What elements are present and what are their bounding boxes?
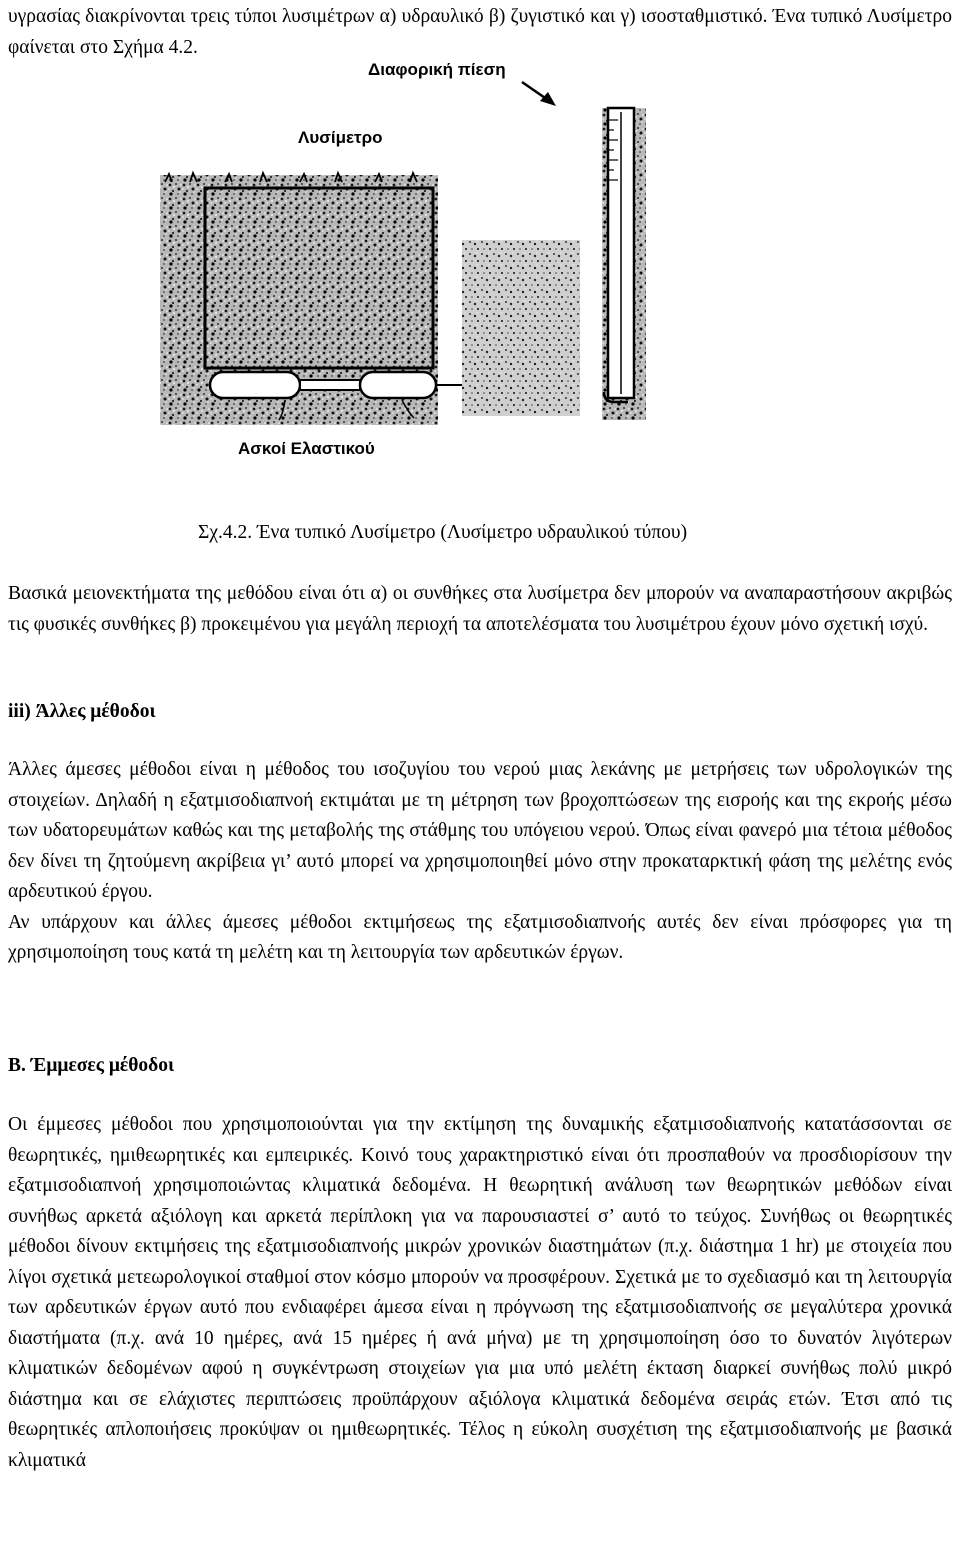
pressure-arrow-head [540, 92, 556, 106]
lysimeter-container [205, 188, 433, 368]
disadvantages-text: Βασικά μειονεκτήματα της μεθόδου είναι ότι α) οι συνθήκες στα λυσίμετρα δεν μπορούν να αναπαραστήσουν ακριβώς τις φυσικές συνθήκες β) προκειμένου για μεγάλη περιοχή τα αποτελέσματα του λυσιμέτρου έχουν μόνο σχετική ισχύ. [8, 583, 952, 635]
heading-other-methods: iii) Άλλες μέθοδοι [8, 701, 156, 722]
label-lysimeter: Λυσίμετρο [298, 128, 383, 147]
indirect-methods-body [8, 1110, 952, 1476]
bag-connector [300, 380, 360, 390]
elastic-bag-right [360, 372, 436, 398]
other-methods-para-2: Αν υπάρχουν και άλλες άμεσες μέθοδοι εκτιμήσεως της εξατμισοδιαπνοής αυτές δεν είναι πρόσφορες για τη χρησιμοποίηση τους κατά τη μελέτη και τη λειτουργία των αρδευτικών έργων. [8, 911, 952, 963]
indirect-methods-para: Οι έμμεσες μέθοδοι που χρησιμοποιούνται για την εκτίμηση της δυναμικής εξατμισοδιαπνοής κατατάσσονται σε θεωρητικές, ημιθεωρητικές και εμπειρικές. Κοινό τους χαρακτηριστικό είναι ότι προσπαθούν να προσδιορίσουν την εξατμισοδιαπνοή χρησιμοποιώντας κλιματικά δεδομένα. Η θεωρητική ανάλυση των θεωρητικών μεθόδων είναι συνήθως αρκετά αξιόλογη και αρκετά περίπλοκη για να παρουσιαστεί σ’ αυτό το τεύχος. Συνήθως οι θεωρητικές μέθοδοι δίνουν εκτιμήσεις της εξατμισοδιαπνοής μικρών χρονικών διαστημάτων (π.χ. διάστημα 1 hr) με στοιχεία που λίγοι σχετικά μετεωρολογικοί σταθμοί στον κόσμο μπορούν να προσφέρουν. Σχετικά με το σχεδιασμό και τη λειτουργία των αρδευτικών έργων αυτό που ενδιαφέρει άμεσα είναι η πρόγνωση της εξατμισοδιαπνοής σε μεγαλύτερα χρονικά διαστήματα (π.χ. ανά 10 ημέρες, ανά 15 ημέρες ή ανά μήνα) με τη χρησιμοποίηση όσο το δυνατόν λιγότερων κλιματικών δεδομένων αφού η συγκέντρωση στοιχείων για μια υπό μελέτη έκταση διαρκεί συνήθως πολύ μικρό διάστημα και σε ελάχιστες περιπτώσεις προϋπάρχουν αξιόλογα κλιματικά δεδομένα σειράς ετών. Έτσι από τις θεωρητικές απλοποιήσεις προκύψαν οι ημιθεωρητικές. Τέλος η εύκολη συσχέτιση της εξατμισοδιαπνοής με βασικά κλιματικά [8, 1114, 952, 1471]
other-methods-body [8, 755, 952, 969]
soil-right [462, 240, 580, 416]
label-elastic-bags: Ασκοί Ελαστικού [238, 439, 375, 458]
label-differential-pressure: Διαφορική πίεση [368, 60, 506, 79]
figure-caption: Σχ.4.2. Ένα τυπικό Λυσίμετρο (Λυσίμετρο υδραυλικού τύπου) [198, 522, 688, 543]
disadvantages-paragraph [8, 579, 952, 640]
intro-text: υγρασίας διακρίνονται τρεις τύποι λυσιμέτρων α) υδραυλικό β) ζυγιστικό και γ) ισοσταθμιστικό. Ένα τυπικό Λυσίμετρο φαίνεται στο Σχήμα 4.2. [8, 6, 952, 58]
heading-indirect-methods: Β. Έμμεσες μέθοδοι [8, 1055, 175, 1076]
elastic-bag-left [210, 372, 300, 398]
other-methods-para-1: Άλλες άμεσες μέθοδοι είναι η μέθοδος του ισοζυγίου του νερού μιας λεκάνης με μετρήσεις των υδρολογικών της στοιχείων. Δηλαδή η εξατμισοδιαπνοή εκτιμάται με τη μέτρηση των βροχοπτώσεων της εισροής και της εκροής μέσω των υδατορευμάτων καθώς και της μεταβολής της στάθμης του υπόγειου νερού. Όπως είναι φανερό μια τέτοια μέθοδος δεν δίνει τη ζητούμενη ακρίβεια γι’ αυτό μπορεί να χρησιμοποιηθεί μόνο στην προκαταρκτική φάση της μελέτης ενός αρδευτικού έργου. [8, 759, 952, 902]
